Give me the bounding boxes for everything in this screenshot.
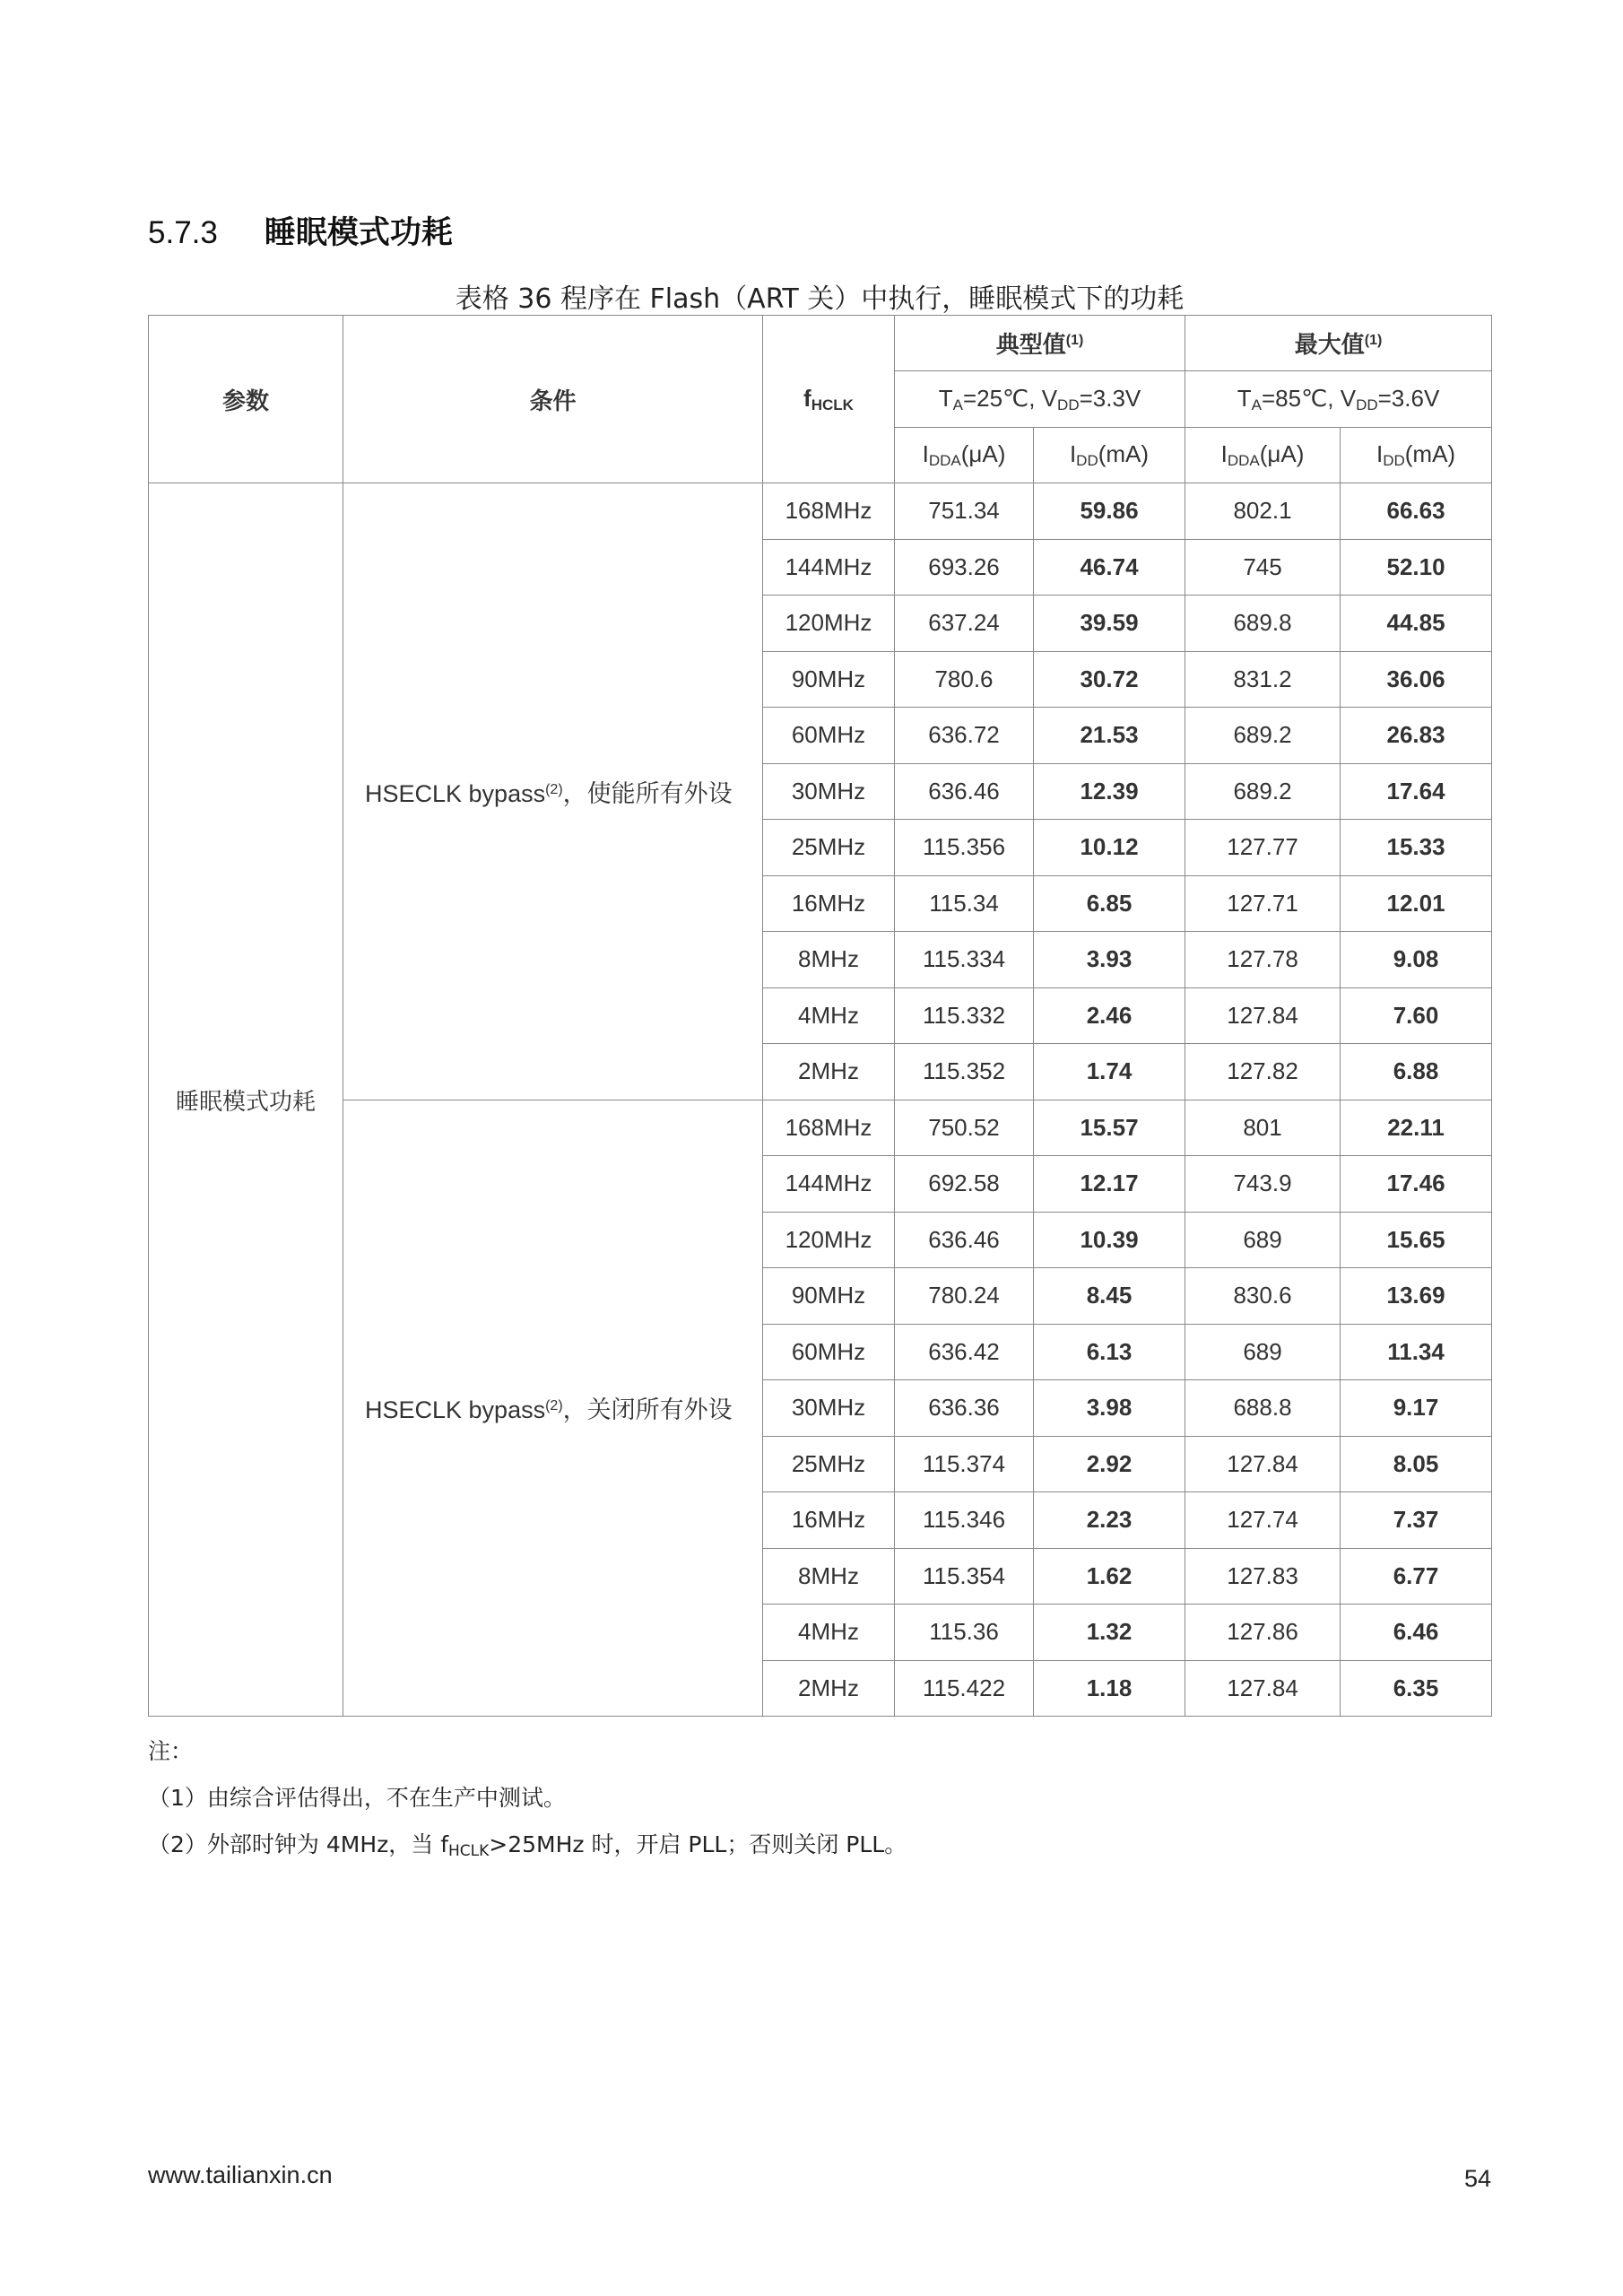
typ-idd-cell: 59.86 xyxy=(1034,483,1185,540)
typ-idda-cell: 115.346 xyxy=(895,1492,1034,1549)
max-idd-cell: 36.06 xyxy=(1341,651,1492,708)
max-idd-cell: 6.46 xyxy=(1341,1605,1492,1661)
max-idda-cell: 127.86 xyxy=(1185,1605,1341,1661)
fhclk-cell: 4MHz xyxy=(763,987,895,1044)
max-idd-cell: 22.11 xyxy=(1341,1100,1492,1156)
typ-idda-cell: 115.34 xyxy=(895,875,1034,932)
fhclk-cell: 16MHz xyxy=(763,1492,895,1549)
typ-idda-cell: 115.356 xyxy=(895,820,1034,876)
condition-cell: HSECLK bypass$^{(2)}$，使能所有外设 xyxy=(343,483,763,1100)
max-idd-cell: 9.08 xyxy=(1341,932,1492,988)
max-idda-cell: 745 xyxy=(1185,539,1341,596)
typ-idda-cell: 693.26 xyxy=(895,539,1034,596)
table-row xyxy=(149,483,1492,540)
typ-idda-cell: 636.42 xyxy=(895,1324,1034,1380)
max-idd-cell: 44.85 xyxy=(1341,596,1492,652)
typ-idd-cell: 1.74 xyxy=(1034,1044,1185,1100)
typ-idd-cell: 21.53 xyxy=(1034,708,1185,764)
max-idd-cell: 13.69 xyxy=(1341,1268,1492,1325)
note-1: （1）由综合评估得出，不在生产中测试。 xyxy=(148,1785,566,1811)
fhclk-cell: 30MHz xyxy=(763,1380,895,1437)
max-idda-cell: 689 xyxy=(1185,1212,1341,1268)
fhclk-cell: 120MHz xyxy=(763,1212,895,1268)
fhclk-cell: 144MHz xyxy=(763,539,895,596)
max-idd-cell: 7.37 xyxy=(1341,1492,1492,1549)
typ-idda-cell: 115.334 xyxy=(895,932,1034,988)
max-idd-cell: 66.63 xyxy=(1341,483,1492,540)
header-max-idd: $I_{DD}(mA)$ xyxy=(1341,428,1492,483)
typ-idda-cell: 115.354 xyxy=(895,1548,1034,1605)
header-condition: 条件 xyxy=(343,316,763,483)
notes xyxy=(148,1728,907,1874)
fhclk-cell: 30MHz xyxy=(763,763,895,820)
max-idda-cell: 127.84 xyxy=(1185,1436,1341,1492)
typ-idd-cell: 1.18 xyxy=(1034,1660,1185,1717)
typ-idda-cell: 637.24 xyxy=(895,596,1034,652)
max-idda-cell: 801 xyxy=(1185,1100,1341,1156)
typ-idda-cell: 751.34 xyxy=(895,483,1034,540)
section-title: 睡眠模式功耗 xyxy=(264,215,453,251)
typ-idd-cell: 2.23 xyxy=(1034,1492,1185,1549)
typ-idda-cell: 115.36 xyxy=(895,1605,1034,1661)
typ-idd-cell: 6.85 xyxy=(1034,875,1185,932)
typ-idda-cell: 115.422 xyxy=(895,1660,1034,1717)
typ-idda-cell: 636.46 xyxy=(895,763,1034,820)
typ-idd-cell: 39.59 xyxy=(1034,596,1185,652)
header-maximum: 最大值$^{(1)}$ xyxy=(1185,316,1492,371)
header-typ-idda: $I_{DDA}(\mu A)$ xyxy=(895,428,1034,483)
table-caption: 表格 36 程序在 Flash（ART 关）中执行，睡眠模式下的功耗 xyxy=(455,283,1185,315)
max-idda-cell: 689.8 xyxy=(1185,596,1341,652)
header-typical: 典型值$^{(1)}$ xyxy=(895,316,1185,371)
fhclk-cell: 25MHz xyxy=(763,1436,895,1492)
typ-idda-cell: 692.58 xyxy=(895,1156,1034,1213)
typ-idd-cell: 1.32 xyxy=(1034,1605,1185,1661)
max-idda-cell: 127.84 xyxy=(1185,1660,1341,1717)
header-typical-condition: $T_A=25℃$, $V_{DD}=3.3V$ xyxy=(895,371,1185,428)
typ-idd-cell: 12.17 xyxy=(1034,1156,1185,1213)
table-row xyxy=(149,1100,1492,1156)
max-idd-cell: 6.88 xyxy=(1341,1044,1492,1100)
typ-idda-cell: 636.72 xyxy=(895,708,1034,764)
fhclk-cell: 60MHz xyxy=(763,708,895,764)
fhclk-cell: 168MHz xyxy=(763,483,895,540)
header-max-idda: $I_{DDA}(\mu A)$ xyxy=(1185,428,1341,483)
max-idda-cell: 689.2 xyxy=(1185,708,1341,764)
header-typ-idd: $I_{DD}(mA)$ xyxy=(1034,428,1185,483)
typ-idd-cell: 15.57 xyxy=(1034,1100,1185,1156)
note-2: （2）外部时钟为 4MHz，当 $f_{HCLK}>25MHz$ 时，开启 PLL；否则关闭 PLL。 xyxy=(148,1831,907,1860)
max-idda-cell: 743.9 xyxy=(1185,1156,1341,1213)
typ-idda-cell: 636.36 xyxy=(895,1380,1034,1437)
typ-idda-cell: 115.352 xyxy=(895,1044,1034,1100)
max-idda-cell: 127.74 xyxy=(1185,1492,1341,1549)
header-param: 参数 xyxy=(149,316,343,483)
condition-cell: HSECLK bypass$^{(2)}$，关闭所有外设 xyxy=(343,1100,763,1717)
max-idda-cell: 830.6 xyxy=(1185,1268,1341,1325)
param-cell: 睡眠模式功耗 xyxy=(149,483,343,1717)
max-idd-cell: 17.64 xyxy=(1341,763,1492,820)
typ-idda-cell: 780.24 xyxy=(895,1268,1034,1325)
typ-idd-cell: 8.45 xyxy=(1034,1268,1185,1325)
max-idd-cell: 6.35 xyxy=(1341,1660,1492,1717)
fhclk-cell: 4MHz xyxy=(763,1605,895,1661)
max-idda-cell: 127.77 xyxy=(1185,820,1341,876)
notes-title: 注： xyxy=(148,1738,194,1764)
section-heading xyxy=(148,208,453,253)
max-idd-cell: 9.17 xyxy=(1341,1380,1492,1437)
typ-idd-cell: 3.98 xyxy=(1034,1380,1185,1437)
typ-idd-cell: 1.62 xyxy=(1034,1548,1185,1605)
fhclk-cell: 90MHz xyxy=(763,651,895,708)
max-idda-cell: 802.1 xyxy=(1185,483,1341,540)
page-number: 54 xyxy=(1463,2165,1491,2192)
max-idda-cell: 689 xyxy=(1185,1324,1341,1380)
typ-idda-cell: 750.52 xyxy=(895,1100,1034,1156)
fhclk-cell: 168MHz xyxy=(763,1100,895,1156)
fhclk-cell: 2MHz xyxy=(763,1660,895,1717)
fhclk-cell: 25MHz xyxy=(763,820,895,876)
max-idda-cell: 127.84 xyxy=(1185,987,1341,1044)
typ-idd-cell: 6.13 xyxy=(1034,1324,1185,1380)
max-idda-cell: 127.82 xyxy=(1185,1044,1341,1100)
max-idd-cell: 6.77 xyxy=(1341,1548,1492,1605)
max-idd-cell: 26.83 xyxy=(1341,708,1492,764)
max-idd-cell: 12.01 xyxy=(1341,875,1492,932)
max-idda-cell: 127.71 xyxy=(1185,875,1341,932)
fhclk-cell: 90MHz xyxy=(763,1268,895,1325)
typ-idd-cell: 2.46 xyxy=(1034,987,1185,1044)
power-consumption-table xyxy=(148,315,1492,1717)
max-idda-cell: 127.83 xyxy=(1185,1548,1341,1605)
typ-idd-cell: 3.93 xyxy=(1034,932,1185,988)
max-idd-cell: 8.05 xyxy=(1341,1436,1492,1492)
max-idda-cell: 689.2 xyxy=(1185,763,1341,820)
max-idd-cell: 52.10 xyxy=(1341,539,1492,596)
fhclk-cell: 8MHz xyxy=(763,932,895,988)
max-idda-cell: 127.78 xyxy=(1185,932,1341,988)
typ-idda-cell: 636.46 xyxy=(895,1212,1034,1268)
fhclk-cell: 60MHz xyxy=(763,1324,895,1380)
max-idda-cell: 688.8 xyxy=(1185,1380,1341,1437)
typ-idd-cell: 12.39 xyxy=(1034,763,1185,820)
section-number: 5.7.3 xyxy=(148,215,218,250)
typ-idd-cell: 10.39 xyxy=(1034,1212,1185,1268)
fhclk-cell: 2MHz xyxy=(763,1044,895,1100)
fhclk-cell: 8MHz xyxy=(763,1548,895,1605)
max-idd-cell: 17.46 xyxy=(1341,1156,1492,1213)
typ-idda-cell: 115.332 xyxy=(895,987,1034,1044)
fhclk-cell: 120MHz xyxy=(763,596,895,652)
header-fhclk: $f_{HCLK}$ xyxy=(763,316,895,483)
fhclk-cell: 144MHz xyxy=(763,1156,895,1213)
typ-idda-cell: 115.374 xyxy=(895,1436,1034,1492)
typ-idd-cell: 2.92 xyxy=(1034,1436,1185,1492)
footer-url[interactable]: www.tailianxin.cn xyxy=(148,2161,333,2188)
max-idda-cell: 831.2 xyxy=(1185,651,1341,708)
typ-idda-cell: 780.6 xyxy=(895,651,1034,708)
typ-idd-cell: 10.12 xyxy=(1034,820,1185,876)
fhclk-cell: 16MHz xyxy=(763,875,895,932)
header-maximum-condition: $T_A=85℃$, $V_{DD}=3.6V$ xyxy=(1185,371,1492,428)
max-idd-cell: 15.65 xyxy=(1341,1212,1492,1268)
typ-idd-cell: 46.74 xyxy=(1034,539,1185,596)
max-idd-cell: 11.34 xyxy=(1341,1324,1492,1380)
max-idd-cell: 7.60 xyxy=(1341,987,1492,1044)
typ-idd-cell: 30.72 xyxy=(1034,651,1185,708)
max-idd-cell: 15.33 xyxy=(1341,820,1492,876)
